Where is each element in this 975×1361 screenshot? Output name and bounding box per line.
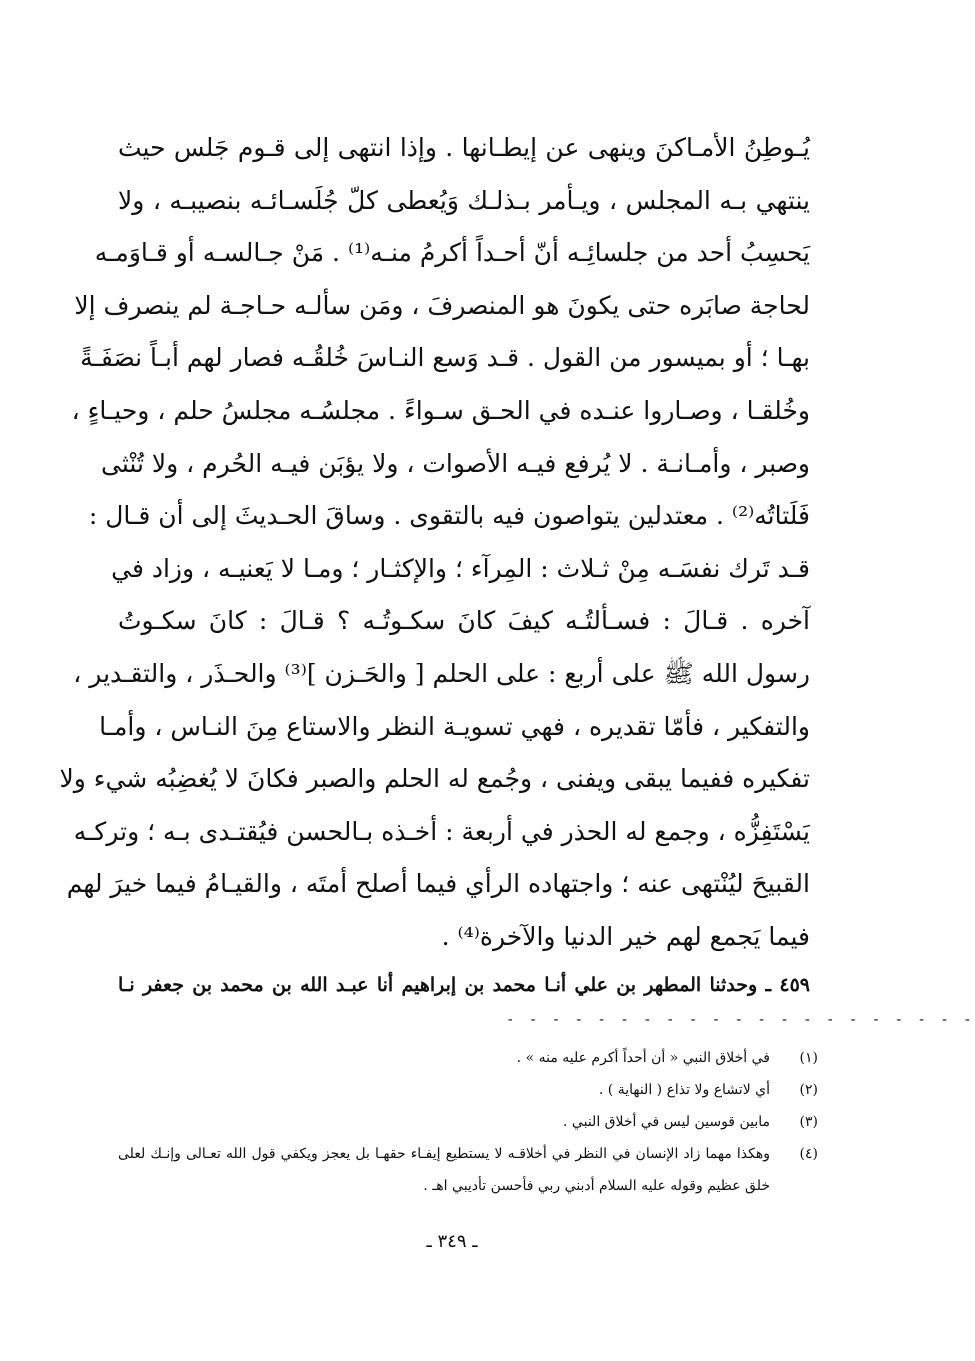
footnote-number: (٤) <box>799 1146 818 1162</box>
text-line: فيما يَجمع لهم خير الدنيا والآخرة⁽⁴⁾ . <box>441 921 810 951</box>
page-number: ـ ٣٤٩ ـ <box>426 1231 478 1252</box>
text-line: فَلَتاتُه⁽²⁾ . معتدلين يتواصون فيه بالتقوى . وساقَ الحـديثَ إلى أن قـال : <box>88 501 810 531</box>
footnote <box>118 1138 818 1202</box>
text-line: تفكيره ففيما يبقى ويفنى ، وجُمع له الحلم والصبر فكانَ لا يُغضِبُه شيء ولا <box>59 764 810 794</box>
text-line: لحاجة صابَره حتى يكونَ هو المنصرفَ ، ومَن سألـه حـاجـة لم ينصرف إلا <box>74 290 810 320</box>
main-text <box>59 122 810 964</box>
text-line: ينتهي بـه المجلس ، ويـأمر بـذلـك وَيُعطى كلّ جُلَسـائـه بنصيبـه ، ولا <box>118 185 810 215</box>
text-line: آخره . قـالَ : فسـألتُـه كيفَ كانَ سكـوتُـه ؟ قـالَ : كانَ سكـوتُ <box>118 606 810 636</box>
text-line: وصبر ، وأمـانـة . لا يُرفع فيـه الأصوات ، ولا يؤبَن فيـه الحُرم ، ولا تُنْثى <box>101 448 810 478</box>
footnote-text: وهكذا مهما زاد الإنسان في النظر في أخلاقـه لا يستطيع إيفـاء حقهـا بل يعجز ويكفي قول الله تعـالى وإنـك لعلى خلق عظيم وقوله عليه السلام أدبني ربي فأحسن تأديبي اهـ . <box>118 1146 770 1194</box>
footnote <box>118 1106 818 1138</box>
text-line: بهـا ؛ أو بميسور من القول . قـد وَسع النـاسَ خُلقُـه فصار لهم أبـاً نصَفَـةً <box>80 343 810 373</box>
text-line: يَسْتَفِزُّه ، وجمع له الحذر في أربعة : أخـذه بـالحسن فيُقتـدى بـه ؛ وتركـه <box>73 816 810 846</box>
text-line: وخُلقـا ، وصـاروا عنـده في الحـق سـواءً . مجلسُـه مجلسُ حلم ، وحيـاءٍ ، <box>71 395 810 425</box>
footnote-number: (١) <box>799 1050 818 1066</box>
footnote <box>118 1042 818 1074</box>
footnote-separator: - - - - - - - - - - - - - - - - - - - - - <box>506 1012 975 1028</box>
footnote-number: (٢) <box>799 1082 818 1098</box>
hadith-chain-line: ٤٥٩ ـ وحدثنا المطهر بن علي أنـا محمد بن إبراهيم أنا عبـد الله بن محمد بن جعفر نـا <box>118 974 810 996</box>
text-line: رسول الله ﷺ على أربع : على الحلم [ والحَـزن ]⁽³⁾ والحـذَر ، والتقـدير ، <box>73 658 810 688</box>
footnote-number: (٣) <box>799 1114 818 1130</box>
footnotes <box>118 1042 818 1202</box>
text-line: القبيحَ ليُنْتهى عنه ؛ واجتهاده الرأي فيما أصلح أمتَه ، والقيـامُ فيما خيرَ لهم <box>66 869 810 899</box>
footnote-text: في أخلاق النبي « أن أحداً أكرم عليه منه » . <box>516 1050 770 1066</box>
text-line: يَحسِبُ أحد من جلسائِـه أنّ أحـداً أكرمُ منـه⁽¹⁾ . مَنْ جـالسـه أو قـاوَمـه <box>94 238 810 268</box>
text-line: قـد تَرك نفسَـه مِنْ ثـلاث : المِرآء ؛ والإكثـار ؛ ومـا لا يَعنيـه ، وزاد في <box>111 553 810 583</box>
text-line: والتفكير ، فأمّا تقديره ، فهي تسويـة النظر والاستاع مِنَ النـاس ، وأمـا <box>99 711 810 741</box>
text-line: يُـوطِنُ الأمـاكنَ وينهى عن إيطـانها . وإذا انتهى إلى قـوم جَلس حيث <box>118 133 810 162</box>
footnote-text: مابين قوسين ليس في أخلاق النبي . <box>563 1114 770 1130</box>
footnote <box>118 1074 818 1106</box>
footnote-text: أي لاتشاع ولا تذاع ( النهاية ) . <box>598 1082 770 1098</box>
